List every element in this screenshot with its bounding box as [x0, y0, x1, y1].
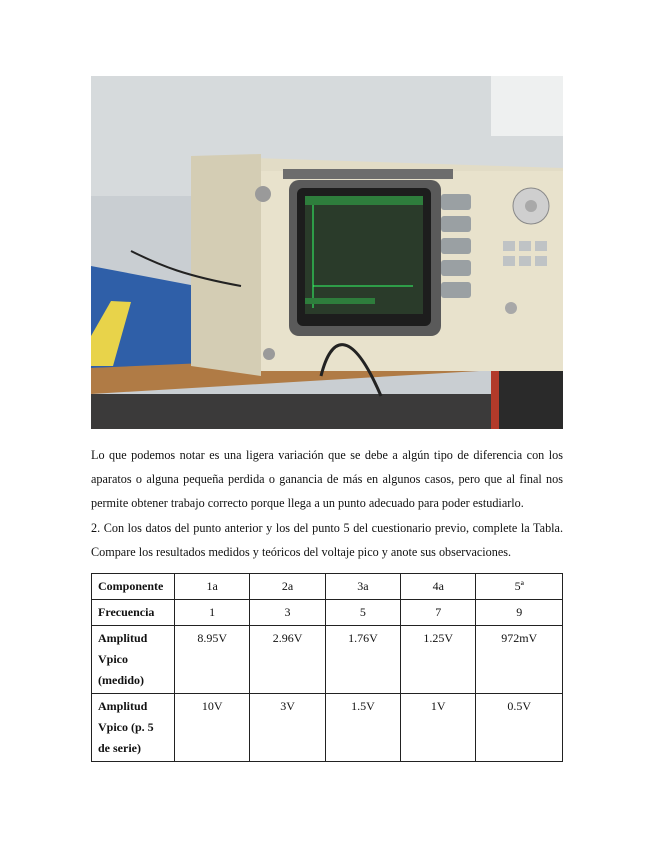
table-cell: 1 — [175, 600, 250, 626]
row-header: Frecuencia — [92, 600, 175, 626]
table-cell: 1.25V — [401, 626, 476, 694]
row-header: Amplitud Vpico (medido) — [92, 626, 175, 694]
table-cell: 972mV — [476, 626, 563, 694]
table-cell: 1V — [401, 694, 476, 762]
row-header: Componente — [92, 574, 175, 600]
spectrum-analyzer-photo — [91, 76, 563, 429]
table-cell: 2.96V — [250, 626, 325, 694]
table-cell: 5ª — [476, 574, 563, 600]
table-cell: 1a — [175, 574, 250, 600]
table-cell: 1.5V — [325, 694, 400, 762]
table-row — [92, 626, 563, 694]
table-cell: 8.95V — [175, 626, 250, 694]
table-cell: 9 — [476, 600, 563, 626]
table-cell: 5 — [325, 600, 400, 626]
table-cell: 7 — [401, 600, 476, 626]
table-row — [92, 694, 563, 762]
table-row — [92, 600, 563, 626]
results-table — [91, 573, 563, 762]
instruction-paragraph: 2. Con los datos del punto anterior y los del punto 5 del cuestionario previo, complete la Tabla. Compare los resultados medidos y teóricos del voltaje pico y anote sus observaciones. — [91, 521, 563, 559]
table-cell: 3a — [325, 574, 400, 600]
table-cell: 0.5V — [476, 694, 563, 762]
table-cell: 1.76V — [325, 626, 400, 694]
observation-paragraph: Lo que podemos notar es una ligera variación que se debe a algún tipo de diferencia con los aparatos o alguna pequeña perdida o ganancia de más en algunos casos, pero que al final nos permite obtener trabajo correcto porque llega a un punto adecuado para poder estudiarlo. — [91, 448, 563, 510]
table-cell: 4a — [401, 574, 476, 600]
row-header: Amplitud Vpico (p. 5 de serie) — [92, 694, 175, 762]
table-cell: 3 — [250, 600, 325, 626]
table-cell: 10V — [175, 694, 250, 762]
table-row — [92, 574, 563, 600]
table-cell: 3V — [250, 694, 325, 762]
table-cell: 2a — [250, 574, 325, 600]
